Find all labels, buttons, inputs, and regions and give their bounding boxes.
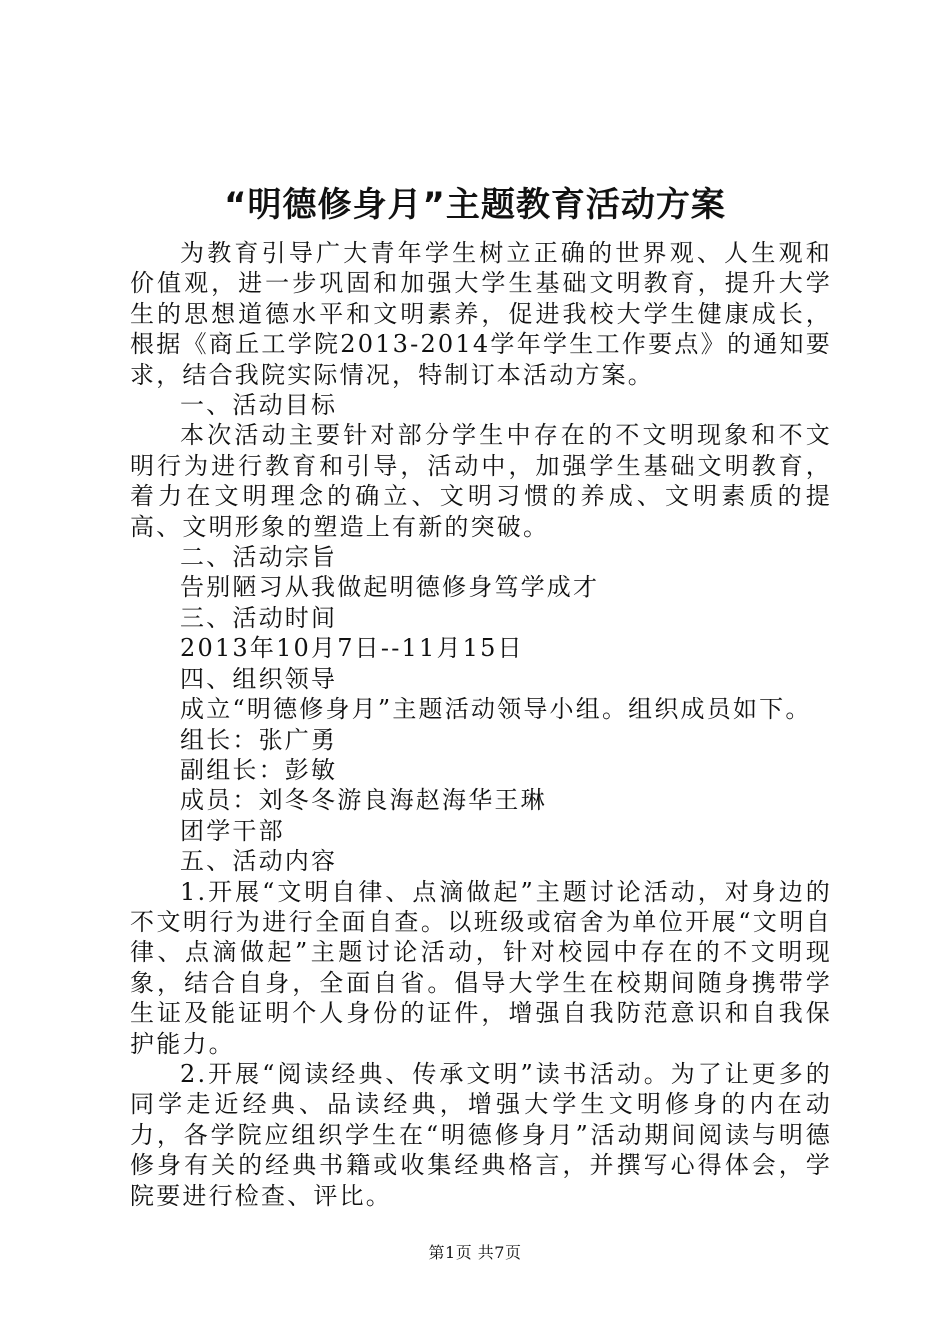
members-group-line: 团学干部 [180,816,285,845]
section-heading-leadership: 四、组织领导 [180,664,338,693]
content-item-1: 1.开展“文明自律、点滴做起”主题讨论活动，对身边的不文明行为进行全面自查。以班级或宿舍为单位开展“文明自律、点滴做起”主题讨论活动，针对校园中存在的不文明现象，结合自身，全面自省。倡导大学生在校期间随身携带学生证及能证明个人身份的证件，增强自我防范意识和自我保护能力。 [130,877,832,1058]
time-paragraph: 2013年10月7日--11月15日 [180,634,524,663]
document-title: “明德修身月”主题教育活动方案 [224,185,726,225]
deputy-leader-line: 副组长：彭敏 [180,755,338,784]
section-heading-goal: 一、活动目标 [180,391,338,420]
page-footer: 第1页 共7页 [428,1243,522,1262]
section-heading-content: 五、活动内容 [180,847,338,876]
leader-line: 组长：张广勇 [180,725,338,754]
section-heading-purpose: 二、活动宗旨 [180,543,338,572]
goal-paragraph: 本次活动主要针对部分学生中存在的不文明现象和不文明行为进行教育和引导，活动中，加强学生基础文明教育，着力在文明理念的确立、文明习惯的养成、文明素质的提高、文明形象的塑造上有新的突破。 [130,421,832,541]
section-heading-time: 三、活动时间 [180,603,338,632]
leadership-paragraph: 成立“明德修身月”主题活动领导小组。组织成员如下。 [180,695,812,724]
document-body [130,238,832,1211]
purpose-paragraph: 告别陋习从我做起明德修身笃学成才 [180,573,600,602]
content-item-2: 2.开展“阅读经典、传承文明”读书活动。为了让更多的同学走近经典、品读经典，增强大学生文明修身的内在动力，各学院应组织学生在“明德修身月”活动期间阅读与明德修身有关的经典书籍或收集经典格言，并撰写心得体会，学院要进行检查、评比。 [130,1059,832,1210]
intro-paragraph: 为教育引导广大青年学生树立正确的世界观、人生观和价值观，进一步巩固和加强大学生基础文明教育，提升大学生的思想道德水平和文明素养，促进我校大学生健康成长，根据《商丘工学院2013-2014学年学生工作要点》的通知要求，结合我院实际情况，特制订本活动方案。 [130,239,832,389]
members-line: 成员：刘冬冬游良海赵海华王琳 [180,786,547,815]
